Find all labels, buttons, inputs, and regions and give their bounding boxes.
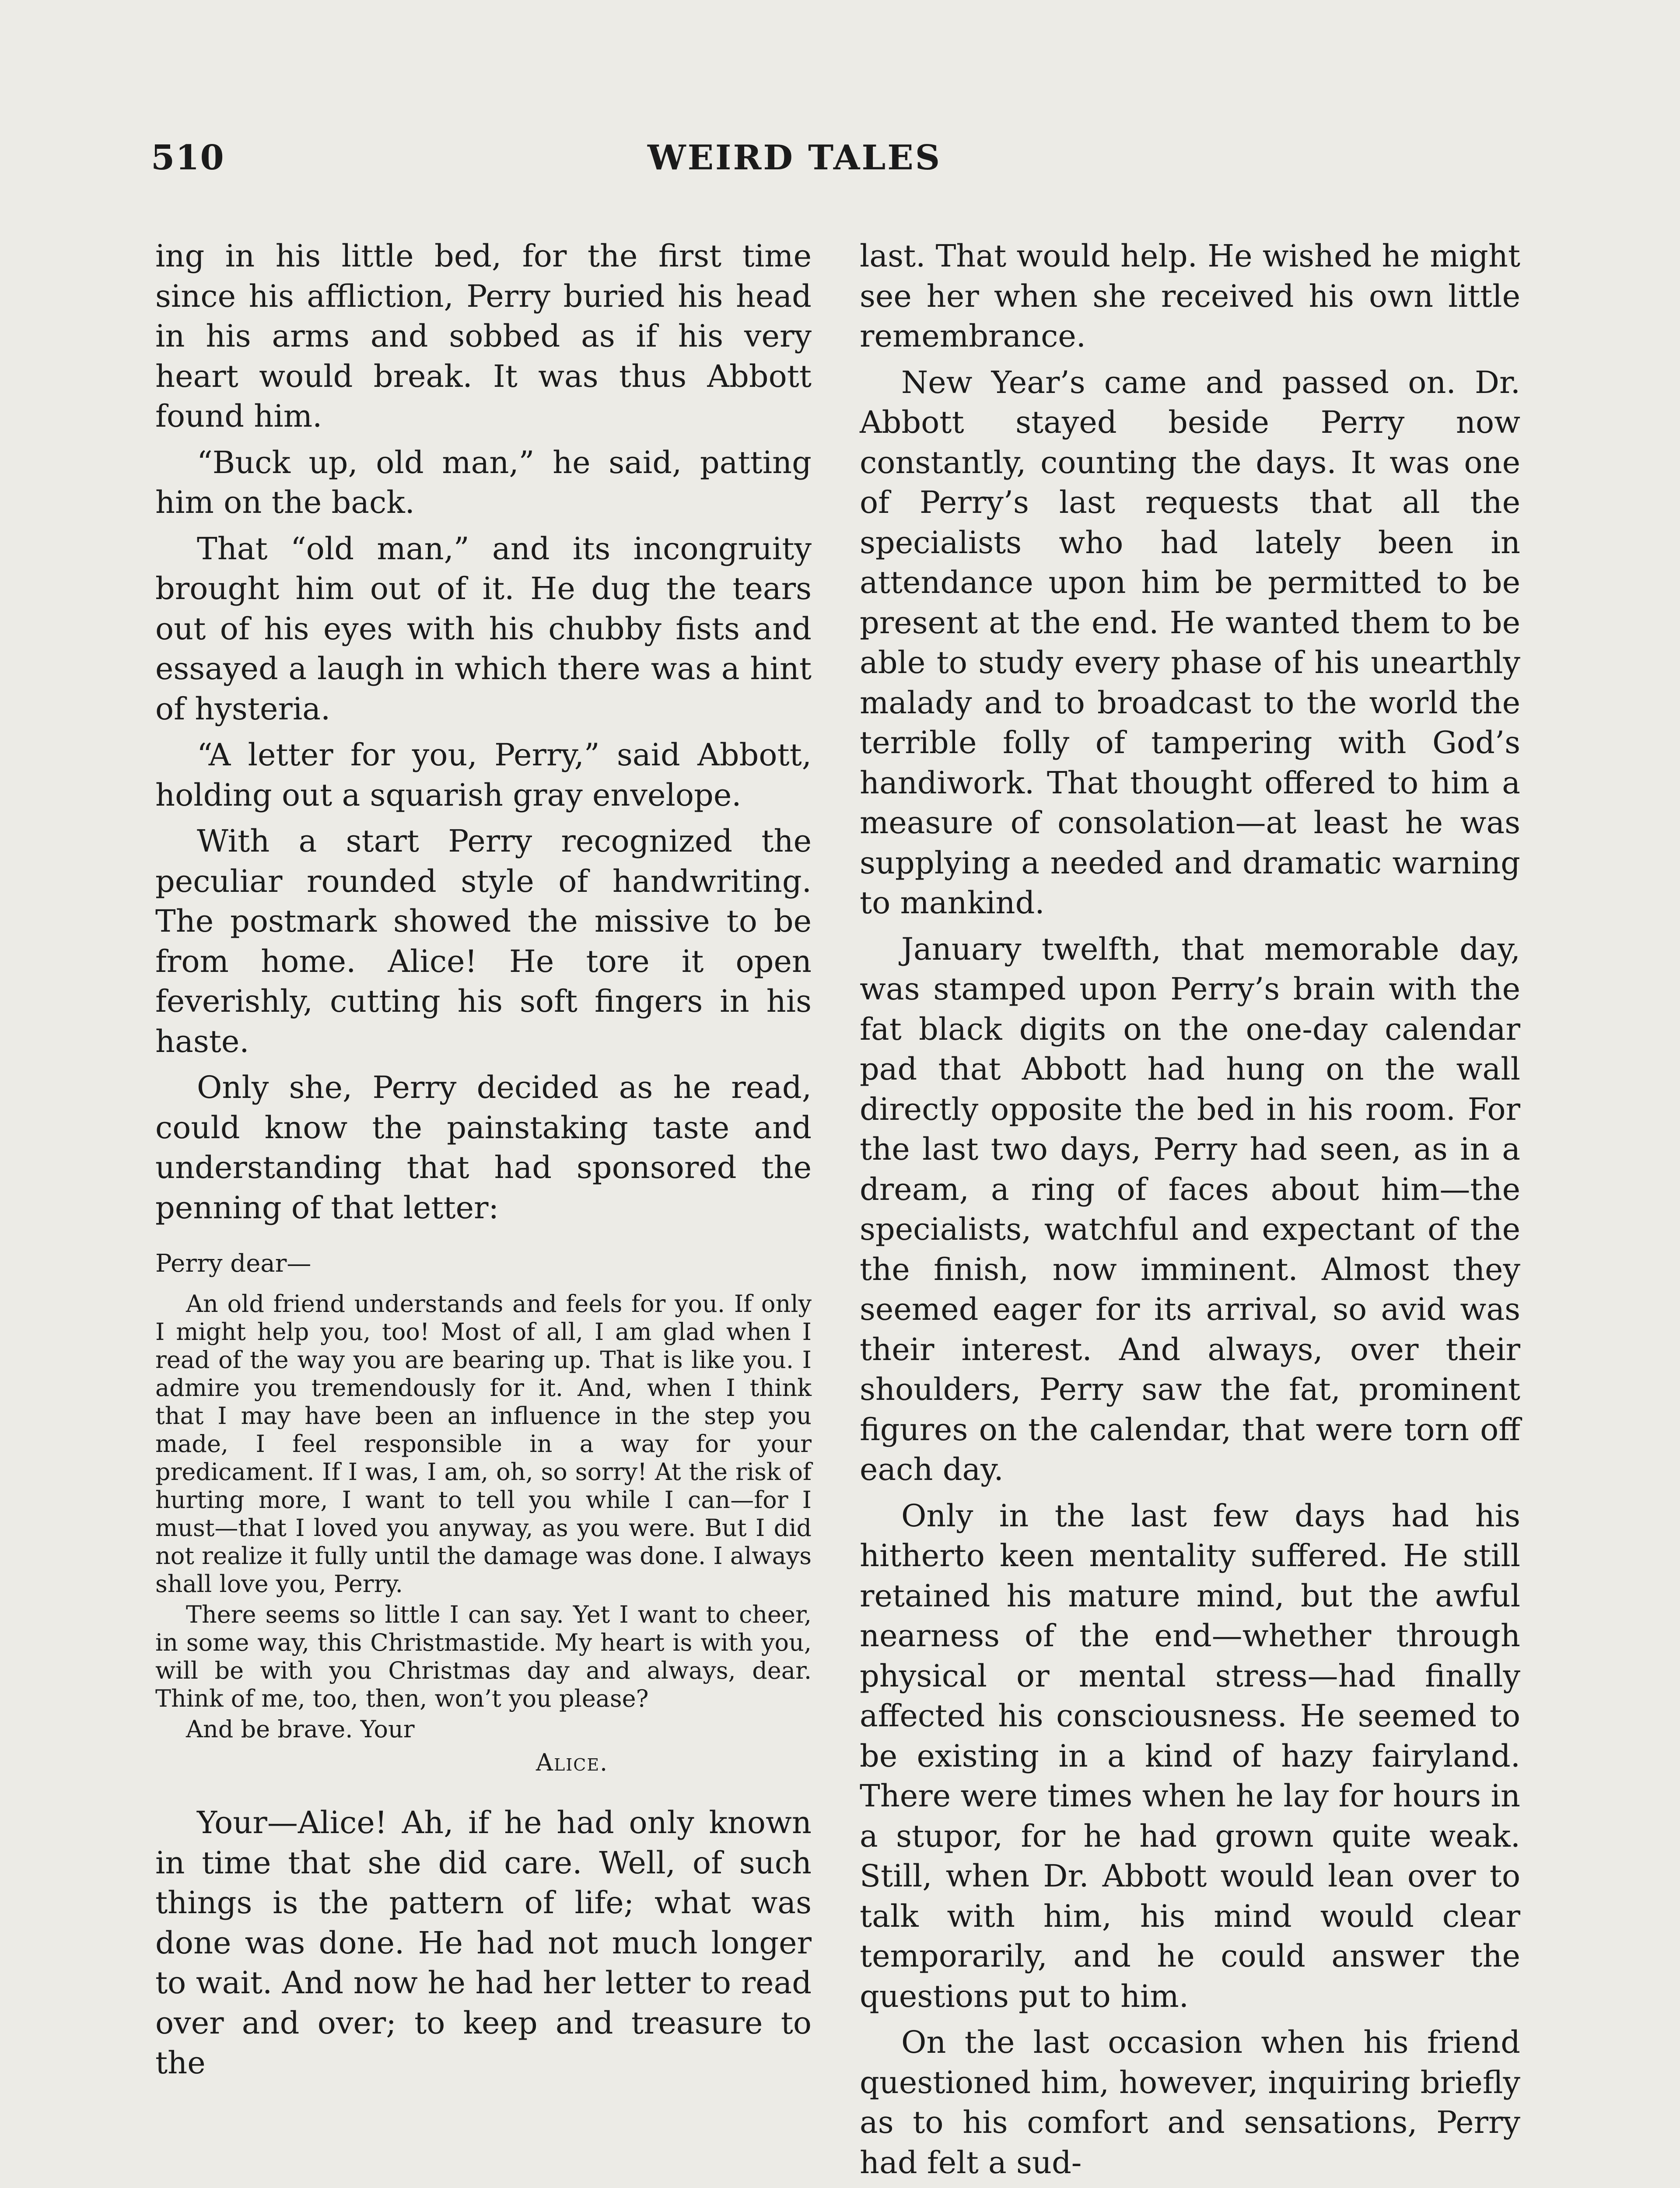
paragraph: last. That would help. He wished he might see her when she received his own little remembrance. xyxy=(860,238,1520,354)
paragraph: “Buck up, old man,” he said, patting him on the back. xyxy=(155,444,812,520)
paragraph: Only she, Perry decided as he read, could know the painstaking taste and understanding that had sponsored the penning of that letter: xyxy=(155,1069,812,1226)
right-column xyxy=(860,236,1520,2188)
letter-salutation: Perry dear— xyxy=(155,1249,312,1278)
paragraph: New Year’s came and passed on. Dr. Abbott stayed beside Perry now constantly, counting the days. It was one of Perry’s last requests that all the specialists who had lately been in attendance upon him be permitted to be present at the end. He wanted them to be able to study every phase of his unearthly malady and to broadcast to the world the terrible folly of tampering with God’s handiwork. That thought offered to him a measure of consolation—at least he was supplying a needed and dramatic warning to mankind. xyxy=(860,364,1520,921)
paragraph: ing in his little bed, for the first time since his affliction, Perry buried his head in his arms and sobbed as if his very heart would break. It was thus Abbott found him. xyxy=(155,238,812,434)
paragraph: With a start Perry recognized the peculiar rounded style of handwriting. The postmark showed the missive to be from home. Alice! He tore it open feverishly, cutting his soft fingers in his haste. xyxy=(155,823,812,1059)
paragraph: That “old man,” and its incongruity brought him out of it. He dug the tears out of his eyes with his chubby fists and essayed a laugh in which there was a hint of hysteria. xyxy=(155,530,812,727)
paragraph: January twelfth, that memorable day, was stamped upon Perry’s brain with the fat black digits on the one-day calendar pad that Abbott had hung on the wall directly opposite the bed in his room. For the last two days, Perry had seen, as in a dream, a ring of faces about him—the specialists, watchful and expectant of the the finish, now imminent. Almost they seemed eager for its arrival, so avid was their interest. And always, over their shoulders, Perry saw the fat, prominent figures on the calendar, that were torn off each day. xyxy=(860,931,1520,1487)
paragraph: Your—Alice! Ah, if he had only known in time that she did care. Well, of such things is the pattern of life; what was done was done. He had not much longer to wait. And now he had her letter to read over and over; to keep and treasure to the xyxy=(155,1805,812,2081)
paragraph: On the last occasion when his friend questioned him, however, inquiring briefly as to his comfort and sensations, Perry had felt a sud- xyxy=(860,2024,1520,2181)
paragraph: “A letter for you, Perry,” said Abbott, holding out a squarish gray envelope. xyxy=(155,737,812,813)
paragraph: Only in the last few days had his hitherto keen mentality suffered. He still retained his mature mind, but the awful nearness of the end—whether through physical or mental stress—had finally affected his consciousness. He seemed to be existing in a kind of hazy fairyland. There were times when he lay for hours in a stupor, for he had grown quite weak. Still, when Dr. Abbott would lean over to talk with him, his mind would clear temporarily, and he could answer the questions put to him. xyxy=(860,1497,1520,2014)
quoted-letter xyxy=(155,1250,812,1777)
running-head: WEIRD TALES xyxy=(648,138,942,178)
letter-signoff: And be brave. Your xyxy=(186,1715,415,1743)
letter-paragraph: There seems so little I can say. Yet I want to cheer, in some way, this Christmastide. My heart is with you, will be with you Christmas day and always, dear. Think of me, too, then, won’t you please? xyxy=(155,1601,812,1712)
left-column xyxy=(155,236,812,2090)
letter-paragraph: An old friend understands and feels for you. If only I might help you, too! Most of all, I am glad when I read of the way you are bearing up. That is like you. I admire you tremendously for it. And, when I think that I may have been an influence in the step you made, I feel responsible in a way for your predicament. If I was, I am, oh, so sorry! At the risk of hurting more, I want to tell you while I can—for I must—that I loved you anyway, as you were. But I did not realize it fully until the damage was done. I always shall love you, Perry. xyxy=(155,1290,812,1598)
page-number: 510 xyxy=(151,138,225,178)
letter-signature: Alice. xyxy=(536,1749,609,1776)
